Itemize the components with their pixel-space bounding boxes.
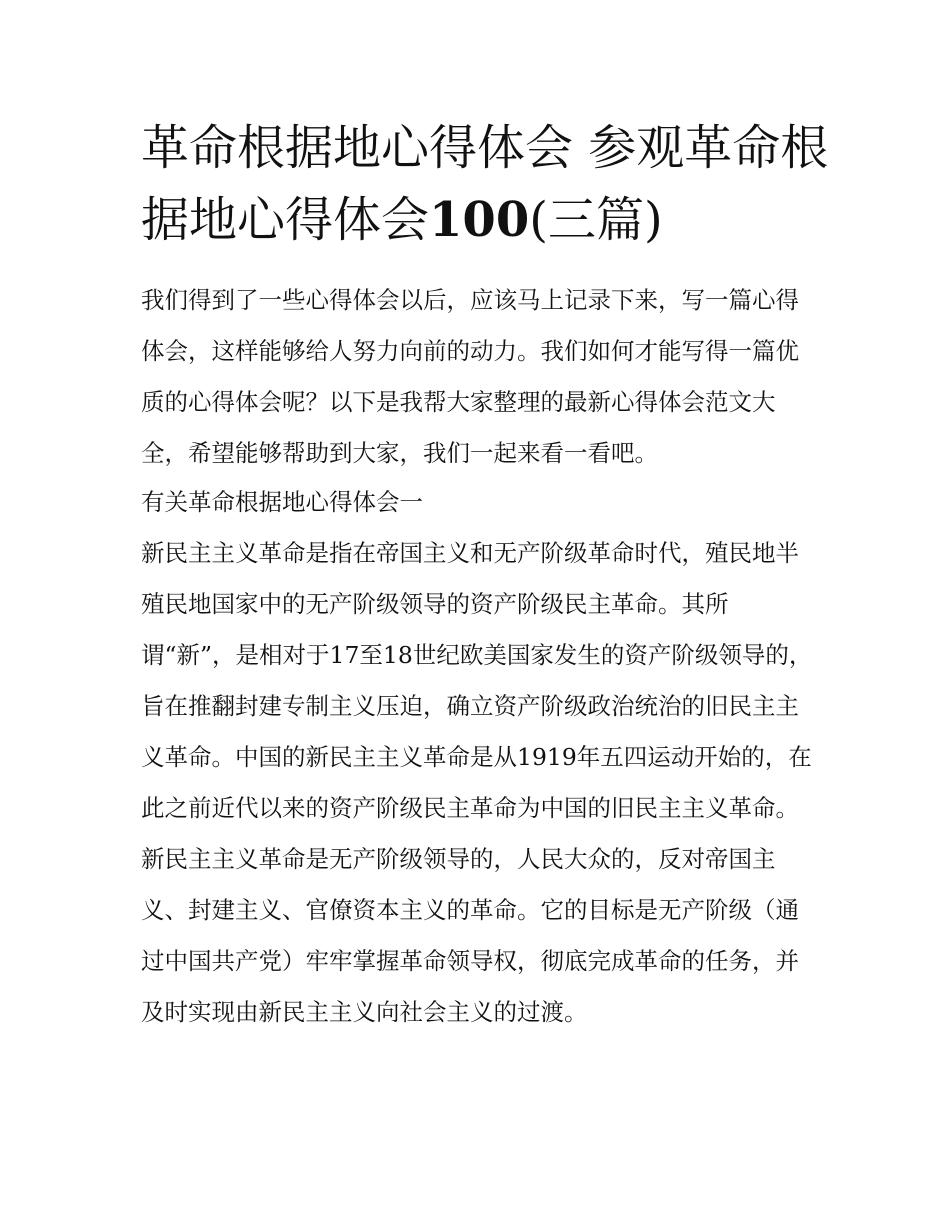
intro-paragraph: 我们得到了一些心得体会以后，应该马上记录下来，写一篇心得体会，这样能够给人努力向前的动力。我们如何才能写得一篇优质的心得体会呢？以下是我帮大家整理的最新心得体会范文大全，希望能够帮助到大家，我们一起来看一看吧。 (141, 286, 799, 467)
section-heading: 有关革命根据地心得体会一 (141, 488, 423, 516)
body-paragraph: 新民主主义革命是指在帝国主义和无产阶级革命时代，殖民地半殖民地国家中的无产阶级领导的资产阶级民主革命。其所谓“新”，是相对于17至18世纪欧美国家发生的资产阶级领导的，旨在推翻封建专制主义压迫，确立资产阶级政治统治的旧民主主义革命。中国的新民主主义革命是从1919年五四运动开始的，在此之前近代以来的资产阶级民主革命为中国的旧民主主义革命。新民主主义革命是无产阶级领导的，人民大众的，反对帝国主义、封建主义、官僚资本主义的革命。它的目标是无产阶级（通过中国共产党）牢牢掌握革命领导权，彻底完成革命的任务，并及时实现由新民主主义向社会主义的过渡。 (141, 539, 813, 1026)
document-title (141, 112, 831, 256)
title-suffix: (三篇) (529, 192, 663, 248)
title-text: 革命根据地心得体会 参观革命根据地心得体会 (141, 120, 829, 248)
title-number: 100 (429, 192, 530, 248)
